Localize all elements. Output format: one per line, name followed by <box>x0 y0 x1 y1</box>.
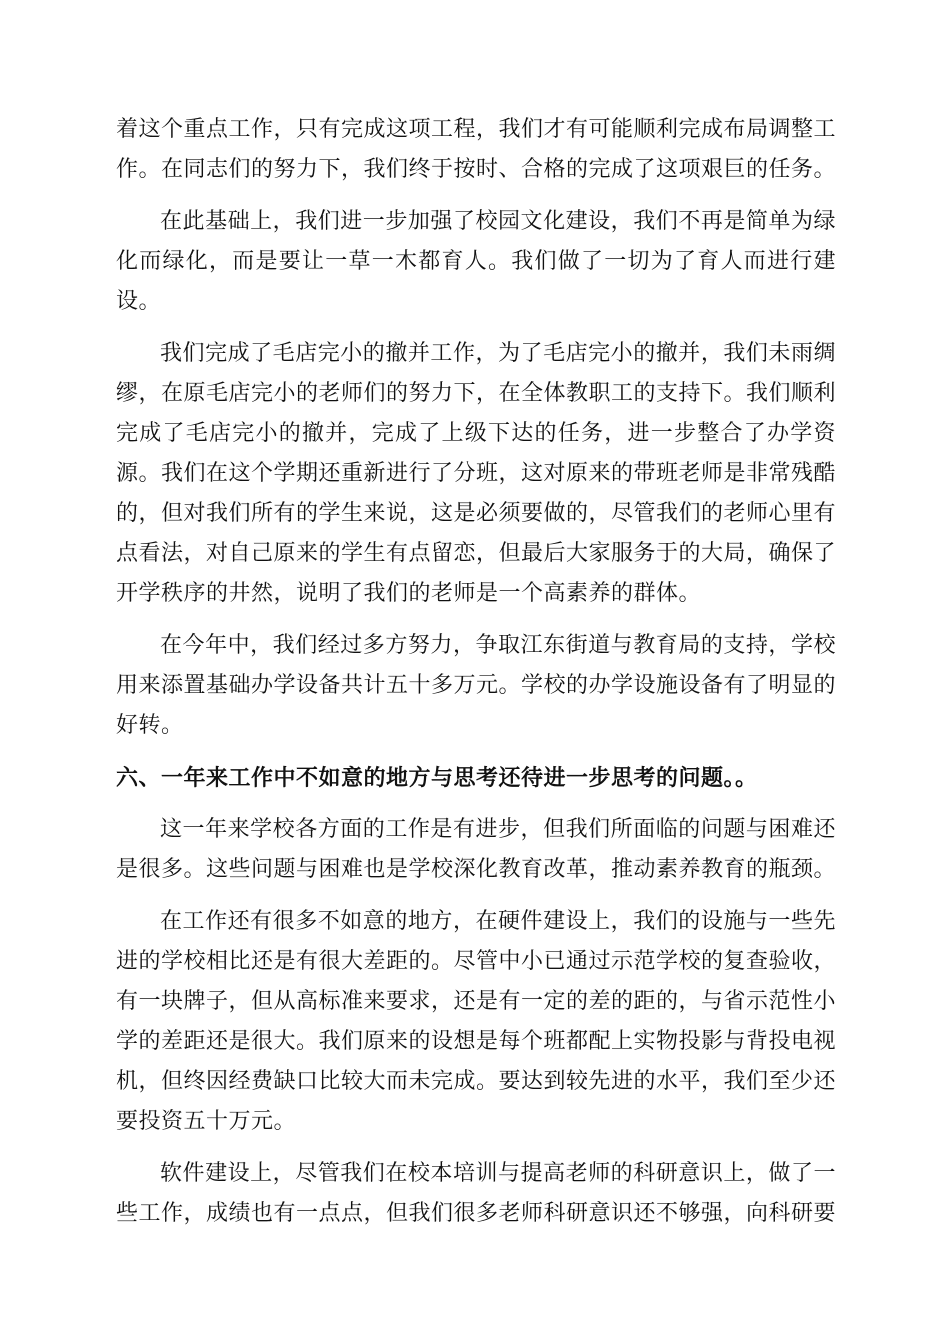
paragraph-software: 软件建设上，尽管我们在校本培训与提高老师的科研意识上，做了一些工作，成绩也有一点点，但我们很多老师科研意识还不够强，向科研要 <box>116 1161 837 1226</box>
paragraph-school-merger: 我们完成了毛店完小的撤并工作，为了毛店完小的撤并，我们未雨绸缪，在原毛店完小的老师们的努力下，在全体教职工的支持下。我们顺利完成了毛店完小的撤并，完成了上级下达的任务，进一步整合了办学资源。我们在这个学期还重新进行了分班，这对原来的带班老师是非常残酷的，但对我们所有的学生来说，这是必须要做的，尽管我们的老师心里有点看法，对自己原来的学生有点留恋，但最后大家服务于的大局，确保了开学秩序的井然，说明了我们的老师是一个高素养的群体。 <box>116 341 837 606</box>
paragraph-hardware: 在工作还有很多不如意的地方，在硬件建设上，我们的设施与一些先进的学校相比还是有很大差距的。尽管中小已通过示范学校的复查验收，有一块牌子，但从高标准来要求，还是有一定的差的距的，与省示范性小学的差距还是很大。我们原来的设想是每个班都配上实物投影与背投电视机，但终因经费缺口比较大而未完成。要达到较先进的水平，我们至少还要投资五十万元。 <box>116 909 837 1134</box>
document-page <box>116 110 836 1246</box>
paragraph-campus-culture: 在此基础上，我们进一步加强了校园文化建设，我们不再是简单为绿化而绿化，而是要让一草一木都育人。我们做了一切为了育人而进行建设。 <box>116 209 836 314</box>
paragraph-problems-intro: 这一年来学校各方面的工作是有进步，但我们所面临的问题与困难还是很多。这些问题与困难也是学校深化教育改革，推动素养教育的瓶颈。 <box>116 817 837 882</box>
section-heading: 六、一年来工作中不如意的地方与思考还待进一步思考的问题。。 <box>116 765 758 791</box>
paragraph-equipment: 在今年中，我们经过多方努力，争取江东街道与教育局的支持，学校用来添置基础办学设备共计五十多万元。学校的办学设施设备有了明显的好转。 <box>116 633 837 738</box>
paragraph-continuation: 着这个重点工作，只有完成这项工程，我们才有可能顺利完成布局调整工作。在同志们的努力下，我们终于按时、合格的完成了这项艰巨的任务。 <box>116 117 837 182</box>
